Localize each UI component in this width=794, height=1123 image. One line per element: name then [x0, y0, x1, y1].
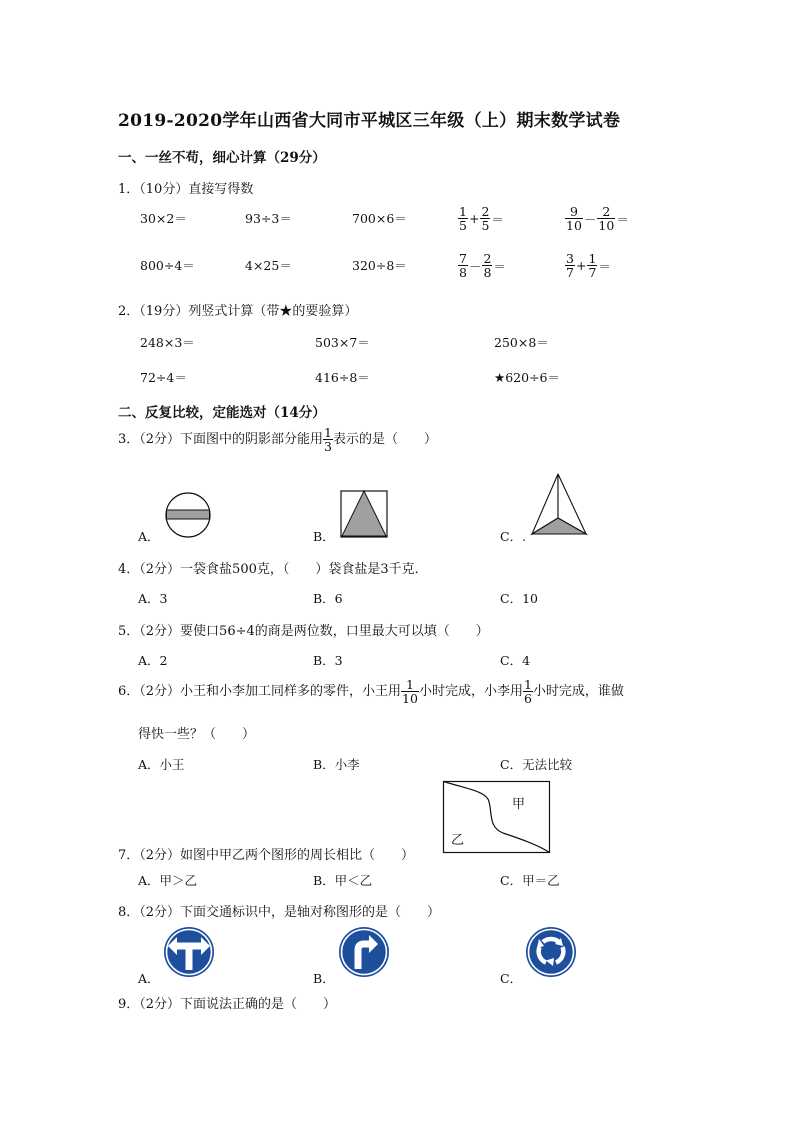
fraction: $\frac{2}{10}$	[598, 204, 615, 233]
question-3-text: 3．（2分）下面图中的阴影部分能用 $\frac{1}{3}$ 表示的是（ ）	[118, 425, 438, 454]
q7-option-b: B．甲＜乙	[313, 873, 373, 888]
q4-option-a: A．3	[138, 591, 168, 606]
fraction: $\frac{9}{10}$	[566, 204, 582, 233]
q1-fraction-item-4: $\frac{3}{7}$ + $\frac{1}{7}$ ＝	[566, 251, 611, 280]
q3-circle-figure	[164, 491, 212, 539]
q2-item-2: 503×7＝	[315, 335, 370, 350]
q6-option-b: B．小李	[313, 757, 360, 772]
q2-item-6: ★620÷6＝	[494, 370, 560, 385]
q2-item-3: 250×8＝	[494, 335, 549, 350]
q6-option-c: C．无法比较	[500, 757, 573, 772]
q3-option-b: B．	[313, 529, 335, 544]
q5-option-a: A．2	[138, 653, 168, 668]
q4-option-b: B．6	[313, 591, 343, 606]
section-2-heading: 二、反复比较，定能选对（14分）	[118, 405, 326, 421]
question-7-text: 7．（2分）如图中甲乙两个图形的周长相比（ ）	[118, 848, 415, 863]
question-2-label: 2．（19分）列竖式计算（带★的要验算）	[118, 304, 358, 319]
fraction: $\frac{3}{7}$	[566, 251, 574, 280]
q7-label-jia: 甲	[512, 797, 526, 812]
q1-item-6: 320÷8＝	[352, 258, 407, 273]
q1-item-3: 700×6＝	[352, 211, 407, 226]
fraction: $\frac{7}{8}$	[459, 251, 467, 280]
fraction: $\frac{1}{3}$	[324, 425, 332, 454]
q7-option-a: A．甲＞乙	[138, 873, 198, 888]
q1-fraction-item-1: $\frac{1}{5}$ + $\frac{2}{5}$ ＝	[459, 204, 504, 233]
q1-item-2: 93÷3＝	[245, 211, 292, 226]
question-6-text: 6．（2分）小王和小李加工同样多的零件，小王用 $\frac{1}{10}$ 小时完成，小李用 $\frac{1}{6}$ 小时完成，谁做	[118, 677, 624, 706]
q1-item-1: 30×2＝	[140, 211, 187, 226]
q1-item-4: 800÷4＝	[140, 258, 195, 273]
fraction: $\frac{2}{8}$	[483, 251, 492, 280]
traffic-sign-left-right-icon	[163, 926, 215, 978]
fraction: $\frac{1}{7}$	[588, 251, 597, 280]
traffic-sign-right-turn-icon	[338, 926, 390, 978]
q6-option-a: A．小王	[138, 757, 185, 772]
q8-option-c: C．	[500, 971, 523, 986]
q1-fraction-item-3: $\frac{7}{8}$ － $\frac{2}{8}$ ＝	[459, 251, 506, 280]
q1-item-5: 4×25＝	[245, 258, 292, 273]
q3-option-a: A．	[138, 529, 160, 544]
q2-item-4: 72÷4＝	[140, 370, 187, 385]
question-1-label: 1．（10分）直接写得数	[118, 182, 254, 197]
q1-fraction-item-2: $\frac{9}{10}$ － $\frac{2}{10}$ ＝	[566, 204, 629, 233]
question-6-text-line2: 得快一些？（ ）	[138, 727, 256, 742]
q3-option-c: C．.	[500, 529, 527, 544]
q8-option-b: B．	[313, 971, 335, 986]
question-4-text: 4．（2分）一袋食盐500克，（ ）袋食盐是3千克．	[118, 562, 428, 577]
q7-option-c: C．甲＝乙	[500, 873, 560, 888]
q5-option-b: B．3	[313, 653, 343, 668]
question-5-text: 5．（2分）要使口56÷4的商是两位数，口里最大可以填（ ）	[118, 624, 489, 639]
fraction: $\frac{1}{5}$	[459, 204, 467, 233]
fraction: $\frac{1}{10}$	[402, 677, 418, 706]
fraction: $\frac{2}{5}$	[481, 204, 490, 233]
q7-label-yi: 乙	[451, 833, 465, 848]
q3-pyramid-figure	[528, 470, 590, 536]
q8-option-a: A．	[138, 971, 160, 986]
q2-item-1: 248×3＝	[140, 335, 195, 350]
question-8-text: 8．（2分）下面交通标识中，是轴对称图形的是（ ）	[118, 905, 441, 920]
q4-option-c: C．10	[500, 591, 538, 606]
fraction: $\frac{1}{6}$	[523, 677, 532, 706]
page-title: 2019-2020学年山西省大同市平城区三年级（上）期末数学试卷	[118, 111, 621, 131]
q3-square-triangle-figure	[340, 490, 390, 538]
question-9-text: 9．（2分）下面说法正确的是（ ）	[118, 997, 337, 1012]
q2-item-5: 416÷8＝	[315, 370, 370, 385]
traffic-sign-roundabout-icon	[525, 926, 577, 978]
section-1-heading: 一、一丝不苟，细心计算（29分）	[118, 150, 326, 166]
q5-option-c: C．4	[500, 653, 531, 668]
